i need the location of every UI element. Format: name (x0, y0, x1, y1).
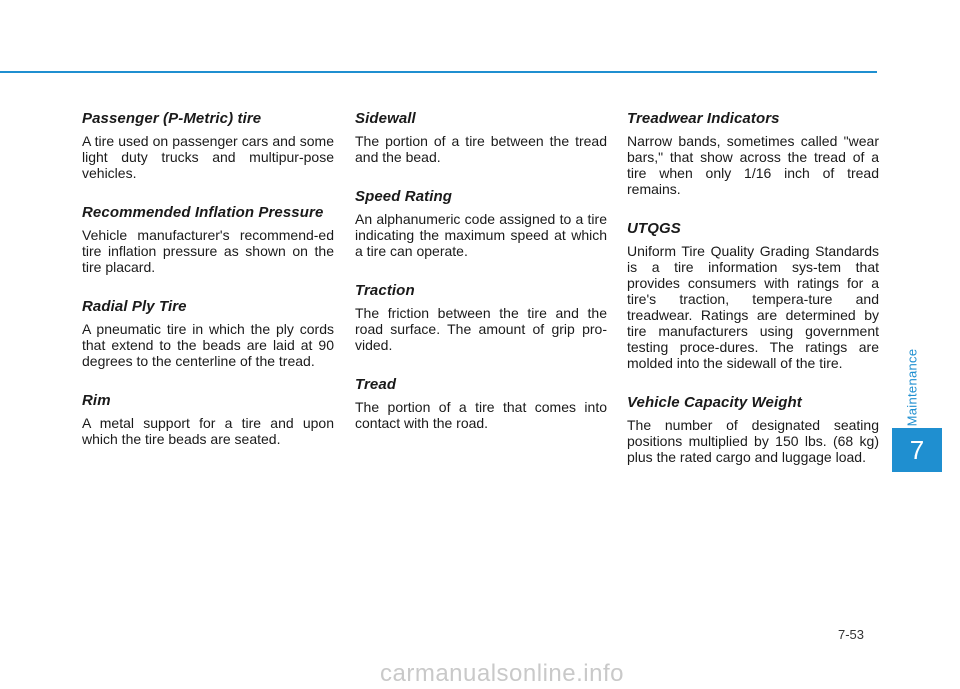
glossary-term: Tread (355, 376, 397, 393)
chapter-tab (892, 428, 942, 472)
glossary-definition: The portion of a tire between the tread and the bead. (355, 133, 607, 165)
glossary-entry (627, 394, 879, 465)
glossary-entry (82, 392, 334, 447)
glossary-term: Speed Rating (355, 188, 453, 205)
glossary-term: Vehicle Capacity Weight (627, 394, 802, 411)
glossary-entry (82, 298, 334, 369)
glossary-column-3 (627, 110, 879, 488)
chapter-number: 7 (909, 434, 925, 465)
glossary-definition: An alphanumeric code assigned to a tire indicating the maximum speed at which a tire can operate. (355, 211, 607, 259)
glossary-entry (355, 110, 607, 165)
glossary-definition: A pneumatic tire in which the ply cords that extend to the beads are laid at 90 degrees to the centerline of the tread. (82, 321, 334, 369)
glossary-definition: Uniform Tire Quality Grading Standards is a tire information sys-tem that provides consumers with ratings for a tire's traction, tempera-ture and treadwear. Ratings are determined by tire manufacturers using government testing proce-dures. The ratings are molded into the sidewall of the tire. (627, 243, 879, 371)
glossary-entry (82, 110, 334, 181)
glossary-entry (627, 110, 879, 197)
glossary-entry (355, 376, 607, 431)
glossary-definition: Narrow bands, sometimes called "wear bars," that show across the tread of a tire when only 1/16 inch of tread remains. (627, 133, 879, 197)
section-side-label (903, 340, 921, 435)
glossary-term: Recommended Inflation Pressure (82, 204, 324, 221)
glossary-term: UTQGS (627, 220, 681, 237)
glossary-entry (355, 188, 607, 259)
glossary-term: Sidewall (355, 110, 416, 127)
glossary-entry (82, 204, 334, 275)
glossary-term: Traction (355, 282, 415, 299)
glossary-definition: The number of designated seating positions multiplied by 150 lbs. (68 kg) plus the rated cargo and luggage load. (627, 417, 879, 465)
glossary-column-1 (82, 110, 334, 470)
glossary-column-2 (355, 110, 607, 454)
glossary-definition: The portion of a tire that comes into contact with the road. (355, 399, 607, 431)
header-rule (0, 71, 877, 73)
glossary-definition: A tire used on passenger cars and some light duty trucks and multipur-pose vehicles. (82, 133, 334, 181)
glossary-entry (627, 220, 879, 371)
glossary-definition: Vehicle manufacturer's recommend-ed tire inflation pressure as shown on the tire placard. (82, 227, 334, 275)
glossary-definition: The friction between the tire and the road surface. The amount of grip pro-vided. (355, 305, 607, 353)
glossary-term: Rim (82, 392, 111, 409)
glossary-definition: A metal support for a tire and upon which the tire beads are seated. (82, 415, 334, 447)
glossary-term: Radial Ply Tire (82, 298, 187, 315)
glossary-entry (355, 282, 607, 353)
section-label-text: Maintenance (904, 348, 920, 427)
glossary-term: Passenger (P-Metric) tire (82, 110, 262, 127)
glossary-term: Treadwear Indicators (627, 110, 780, 127)
watermark: carmanualsonline.info (380, 660, 624, 687)
page-number: 7-53 (838, 627, 865, 642)
